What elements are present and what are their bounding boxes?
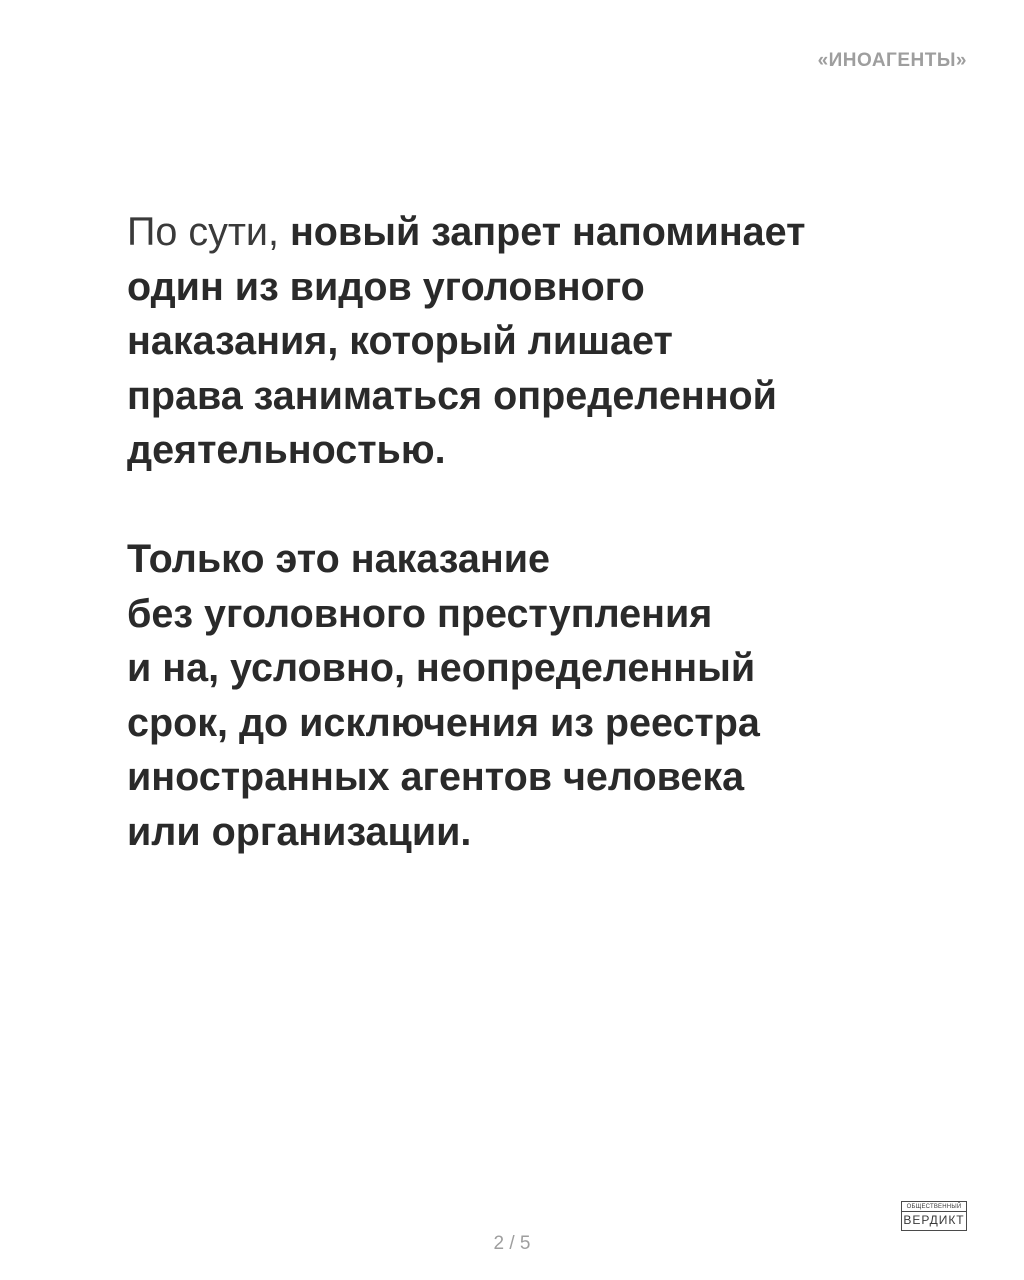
paragraph-2-line-6: или организации. xyxy=(127,809,472,854)
paragraph-2-line-4: срок, до исключения из реестра xyxy=(127,700,760,745)
paragraph-2-line-2: без уголовного преступления xyxy=(127,591,713,636)
emphasis-phrase: новый запрет напоминает xyxy=(289,210,806,254)
brand-logo xyxy=(901,1201,967,1231)
page-indicator: 2 / 5 xyxy=(493,1233,531,1254)
paragraph-2-line-3: и на, условно, неопределенный xyxy=(127,646,756,690)
paragraph-1-line-5: деятельностью. xyxy=(127,428,446,472)
paragraph-1-line-1 xyxy=(127,205,907,260)
paragraph-1 xyxy=(127,205,907,478)
paragraph-2-line-1: Только это наказание xyxy=(127,537,550,581)
paragraph-2-line-5: иностранных агентов человека xyxy=(127,755,745,799)
paragraph-1-line-3: наказания, который лишает xyxy=(127,319,673,363)
main-text xyxy=(127,205,907,859)
header-tag: «ИНОАГЕНТЫ» xyxy=(817,50,967,71)
paragraph-1-line-2: один из видов уголовного xyxy=(127,264,645,309)
paragraph-2 xyxy=(127,532,907,859)
paragraph-1-line-4: права заниматься определенной xyxy=(127,373,777,418)
logo-top-text: ОБЩЕСТВЕННЫЙ xyxy=(902,1202,966,1212)
lead-phrase: По сути, xyxy=(127,210,290,254)
logo-bottom-text: ВЕРДИКТ xyxy=(903,1213,965,1227)
